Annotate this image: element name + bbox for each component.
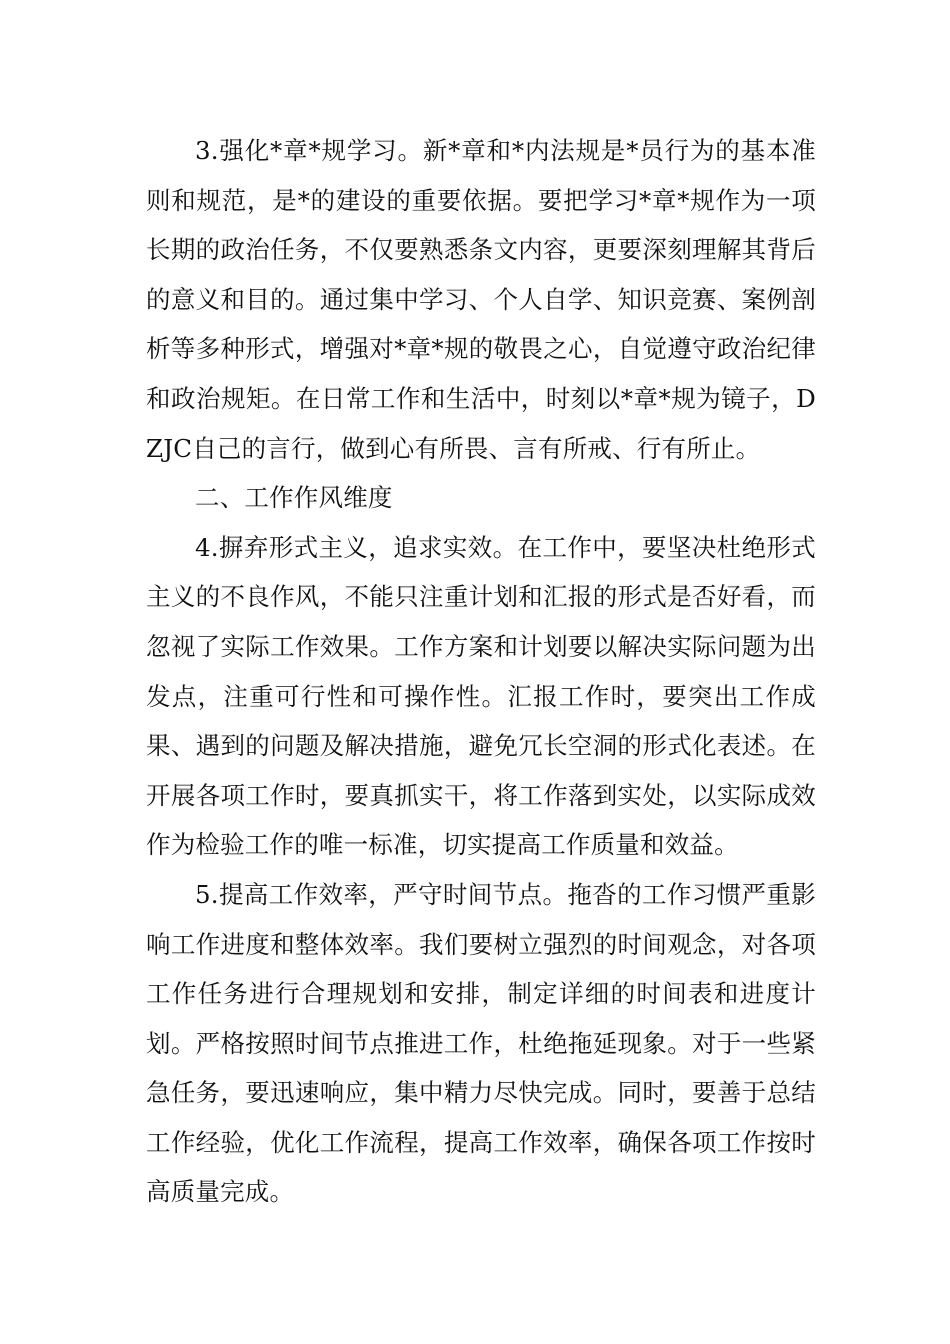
section-heading-work-style: 二、工作作风维度 [195,483,393,513]
paragraph-5: 5.提高工作效率，严守时间节点。拖沓的工作习惯严重影响工作进度和整体效率。我们要树立强烈的时间观念，对各项工作任务进行合理规划和安排，制定详细的时间表和进度计划。严格按照时间节点推进工作，杜绝拖延现象。对于一些紧急任务，要迅速响应，集中精力尽快完成。同时，要善于总结工作经验，优化工作流程，提高工作效率，确保各项工作按时高质量完成。 [146,879,816,1207]
paragraph-3: 3.强化*章*规学习。新*章和*内法规是*员行为的基本准则和规范，是*的建设的重要依据。要把学习*章*规作为一项长期的政治任务，不仅要熟悉条文内容，更要深刻理解其背后的意义和目的。通过集中学习、个人自学、知识竞赛、案例剖析等多种形式，增强对*章*规的敬畏之心，自觉遵守政治纪律和政治规矩。在日常工作和生活中，时刻以*章*规为镜子，DZJC自己的言行，做到心有所畏、言有所戒、行有所止。 [146,136,816,463]
document-body [146,126,816,1217]
paragraph-4: 4.摒弃形式主义，追求实效。在工作中，要坚决杜绝形式主义的不良作风，不能只注重计划和汇报的形式是否好看，而忽视了实际工作效果。工作方案和计划要以解决实际问题为出发点，注重可行性和可操作性。汇报工作时，要突出工作成果、遇到的问题及解决措施，避免冗长空洞的形式化表述。在开展各项工作时，要真抓实干，将工作落到实处，以实际成效作为检验工作的唯一标准，切实提高工作质量和效益。 [146,532,816,860]
